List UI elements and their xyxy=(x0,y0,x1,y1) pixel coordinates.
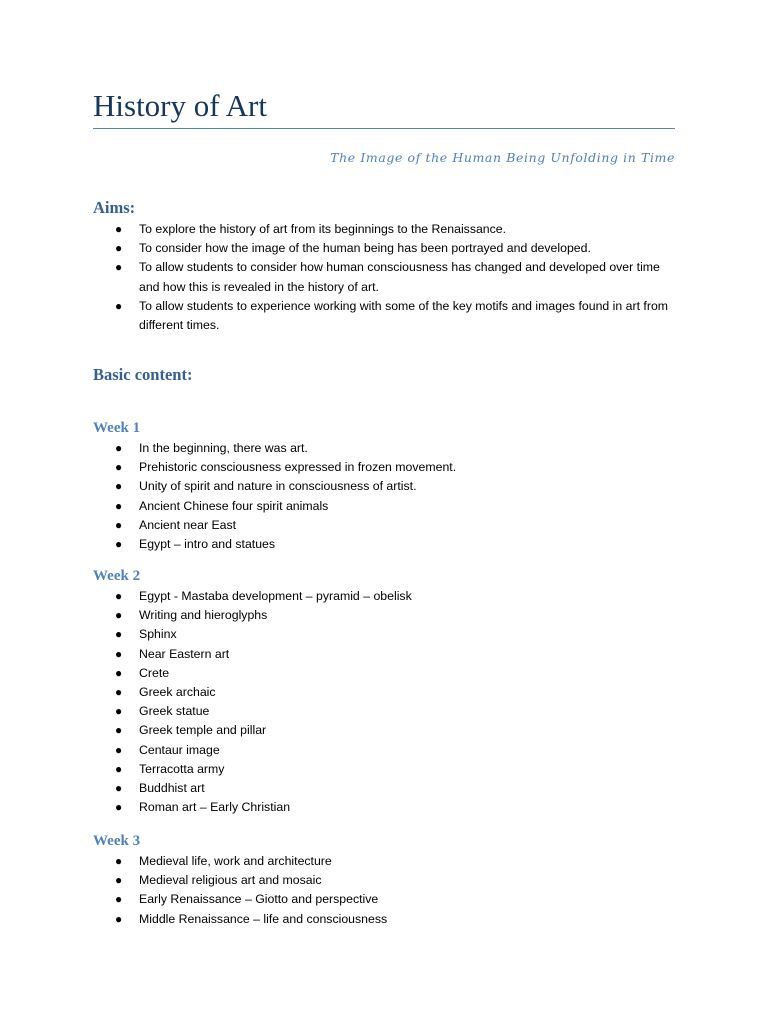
bullet-icon: ● xyxy=(115,704,123,719)
week-1-heading: Week 1 xyxy=(93,420,141,436)
list-item: ● To explore the history of art from its beginnings to the Renaissance. xyxy=(93,220,675,239)
list-item: ● Greek temple and pillar xyxy=(93,721,675,740)
list-item: ● Medieval life, work and architecture xyxy=(93,852,675,871)
list-item: ● Near Eastern art xyxy=(93,645,675,664)
bullet-icon: ● xyxy=(115,517,123,532)
bullet-icon: ● xyxy=(115,589,123,603)
bullet-icon: ● xyxy=(115,911,123,926)
list-item: ● Middle Renaissance – life and consciousness xyxy=(93,910,675,929)
list-item: ● Medieval religious art and mosaic xyxy=(93,871,675,890)
basic-content-heading: Basic content: xyxy=(93,365,193,384)
bullet-icon: ● xyxy=(115,685,123,700)
bullet-icon: ● xyxy=(115,537,123,552)
list-item: ● Greek archaic xyxy=(93,683,675,702)
title-divider xyxy=(93,128,675,129)
bullet-icon: ● xyxy=(115,608,123,623)
bullet-icon: ● xyxy=(115,892,123,907)
list-item: ● In the beginning, there was art. xyxy=(93,439,675,458)
bullet-icon: ● xyxy=(115,646,123,661)
list-item: ● Terracotta army xyxy=(93,760,675,779)
document-title: History of Art xyxy=(93,88,267,123)
list-item: ● Roman art – Early Christian xyxy=(93,798,675,817)
list-item: ● To consider how the image of the human being has been portrayed and developed. xyxy=(93,239,675,258)
bullet-icon: ● xyxy=(115,723,123,738)
list-item: ● Crete xyxy=(93,664,675,683)
list-item: ● Egypt - Mastaba development – pyramid – obelisk xyxy=(93,587,675,606)
list-item: ● Ancient Chinese four spirit animals xyxy=(93,497,675,516)
list-item: ● Centaur image xyxy=(93,741,675,760)
list-item: ● Egypt – intro and statues xyxy=(93,535,675,554)
list-item: ● Writing and hieroglyphs xyxy=(93,606,675,625)
bullet-icon: ● xyxy=(115,260,123,275)
bullet-icon: ● xyxy=(115,241,123,256)
bullet-icon: ● xyxy=(115,460,123,475)
list-item: ● Early Renaissance – Giotto and perspective xyxy=(93,890,675,909)
week-1-list xyxy=(93,439,675,554)
bullet-icon: ● xyxy=(115,479,123,494)
bullet-icon: ● xyxy=(115,761,123,776)
week-2-heading: Week 2 xyxy=(93,568,141,584)
bullet-icon: ● xyxy=(115,441,123,455)
bullet-icon: ● xyxy=(115,781,123,796)
bullet-icon: ● xyxy=(115,222,123,236)
bullet-icon: ● xyxy=(115,665,123,680)
list-item: ● Sphinx xyxy=(93,625,675,644)
document-subtitle: The Image of the Human Being Unfolding in Time xyxy=(330,150,675,165)
bullet-icon: ● xyxy=(115,298,123,313)
aims-list xyxy=(93,220,675,335)
list-item: ● To allow students to consider how human consciousness has changed and developed over time and how this is revealed in the history of art. xyxy=(115,260,660,294)
bullet-icon: ● xyxy=(115,742,123,757)
bullet-icon: ● xyxy=(115,800,123,815)
list-item: ● To allow students to experience working with some of the key motifs and images found in art from different times. xyxy=(115,298,669,333)
bullet-icon: ● xyxy=(115,854,123,868)
list-item: ● Prehistoric consciousness expressed in frozen movement. xyxy=(93,458,675,477)
list-item: ● Unity of spirit and nature in consciousness of artist. xyxy=(93,477,675,496)
list-item: ● Greek statue xyxy=(93,702,675,721)
bullet-icon: ● xyxy=(115,498,123,513)
aims-heading: Aims: xyxy=(93,198,136,217)
list-item: ● Buddhist art xyxy=(93,779,675,798)
week-3-list xyxy=(93,852,675,929)
bullet-icon: ● xyxy=(115,627,123,642)
bullet-icon: ● xyxy=(115,873,123,888)
list-item: ● Ancient near East xyxy=(93,516,675,535)
week-2-list xyxy=(93,587,675,817)
week-3-heading: Week 3 xyxy=(93,833,141,849)
